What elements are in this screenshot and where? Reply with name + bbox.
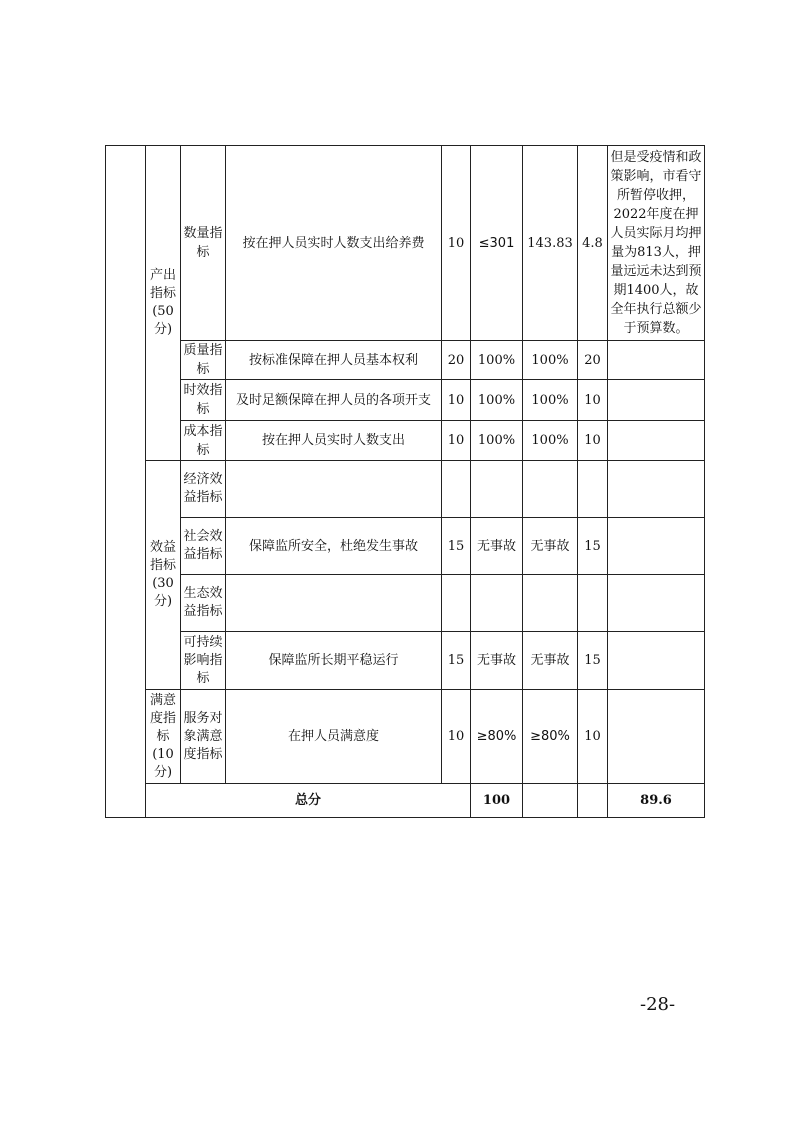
deviation-note: 但是受疫情和政策影响，市看守所暂停收押，2022年度在押人员实际月均押量为813人，押量远远未达到预期1400人，故全年执行总额少于预算数。 <box>608 146 705 341</box>
page-number: -28- <box>640 994 676 1015</box>
target-cell <box>523 784 578 818</box>
table-row <box>106 380 705 421</box>
weight-cell <box>442 461 471 518</box>
score-cell: 10 <box>578 690 608 784</box>
category-cell <box>106 146 146 818</box>
target-cell: 无事故 <box>471 518 523 575</box>
weight-cell: 15 <box>442 632 471 690</box>
subindicator-cell: 服务对象满意度指标 <box>181 690 226 784</box>
table-row <box>106 341 705 380</box>
score-cell: 10 <box>578 380 608 421</box>
note-cell <box>608 341 705 380</box>
note-cell <box>608 690 705 784</box>
table-row <box>106 461 705 518</box>
subindicator-cell: 时效指标 <box>181 380 226 421</box>
weight-cell: 10 <box>442 421 471 461</box>
indicator-desc <box>226 575 442 632</box>
weight-cell: 10 <box>442 690 471 784</box>
total-score: 89.6 <box>608 784 705 818</box>
indicator-desc: 及时足额保障在押人员的各项开支 <box>226 380 442 421</box>
performance-indicator-table <box>105 145 705 818</box>
table-row <box>106 690 705 784</box>
target-cell <box>471 575 523 632</box>
actual-cell: 143.83 <box>523 146 578 341</box>
score-cell: 15 <box>578 632 608 690</box>
indicator-desc: 按在押人员实时人数支出给养费 <box>226 146 442 341</box>
weight-cell: 20 <box>442 341 471 380</box>
score-cell: 10 <box>578 421 608 461</box>
table-row <box>106 575 705 632</box>
actual-cell: 100% <box>523 380 578 421</box>
subindicator-cell: 社会效益指标 <box>181 518 226 575</box>
indicator-desc: 保障监所长期平稳运行 <box>226 632 442 690</box>
table-row <box>106 421 705 461</box>
actual-cell <box>523 461 578 518</box>
subindicator-cell: 数量指标 <box>181 146 226 341</box>
target-cell: ≥80% <box>471 690 523 784</box>
table-row <box>106 632 705 690</box>
subindicator-cell: 可持续影响指标 <box>181 632 226 690</box>
target-cell: 无事故 <box>471 632 523 690</box>
indicator-desc: 按在押人员实时人数支出 <box>226 421 442 461</box>
note-cell <box>608 421 705 461</box>
actual-cell: ≥80% <box>523 690 578 784</box>
actual-cell: 100% <box>523 341 578 380</box>
note-cell <box>608 575 705 632</box>
target-cell: 100% <box>471 380 523 421</box>
note-cell <box>608 461 705 518</box>
note-cell <box>608 632 705 690</box>
indicator-desc: 在押人员满意度 <box>226 690 442 784</box>
subindicator-cell: 成本指标 <box>181 421 226 461</box>
subindicator-cell: 质量指标 <box>181 341 226 380</box>
indicator-desc <box>226 461 442 518</box>
weight-cell: 15 <box>442 518 471 575</box>
score-cell: 20 <box>578 341 608 380</box>
score-cell <box>578 461 608 518</box>
subindicator-cell: 经济效益指标 <box>181 461 226 518</box>
target-cell: 100% <box>471 341 523 380</box>
table-row <box>106 146 705 341</box>
actual-cell: 无事故 <box>523 632 578 690</box>
table-row <box>106 518 705 575</box>
score-cell <box>578 575 608 632</box>
actual-cell <box>578 784 608 818</box>
score-cell: 4.8 <box>578 146 608 341</box>
target-cell: ≤301 <box>471 146 523 341</box>
indicator-desc: 保障监所安全，杜绝发生事故 <box>226 518 442 575</box>
weight-cell: 10 <box>442 380 471 421</box>
satisfaction-indicator-group: 满意度指标(10分) <box>146 690 181 784</box>
weight-cell <box>442 575 471 632</box>
output-indicator-group: 产出指标(50分) <box>146 146 181 461</box>
indicator-desc: 按标准保障在押人员基本权利 <box>226 341 442 380</box>
actual-cell <box>523 575 578 632</box>
total-label: 总分 <box>146 784 471 818</box>
target-cell: 100% <box>471 421 523 461</box>
total-weight: 100 <box>471 784 523 818</box>
weight-cell: 10 <box>442 146 471 341</box>
score-cell: 15 <box>578 518 608 575</box>
note-cell <box>608 380 705 421</box>
target-cell <box>471 461 523 518</box>
benefit-indicator-group: 效益指标(30分) <box>146 461 181 690</box>
subindicator-cell: 生态效益指标 <box>181 575 226 632</box>
total-row <box>106 784 705 818</box>
note-cell <box>608 518 705 575</box>
actual-cell: 无事故 <box>523 518 578 575</box>
actual-cell: 100% <box>523 421 578 461</box>
